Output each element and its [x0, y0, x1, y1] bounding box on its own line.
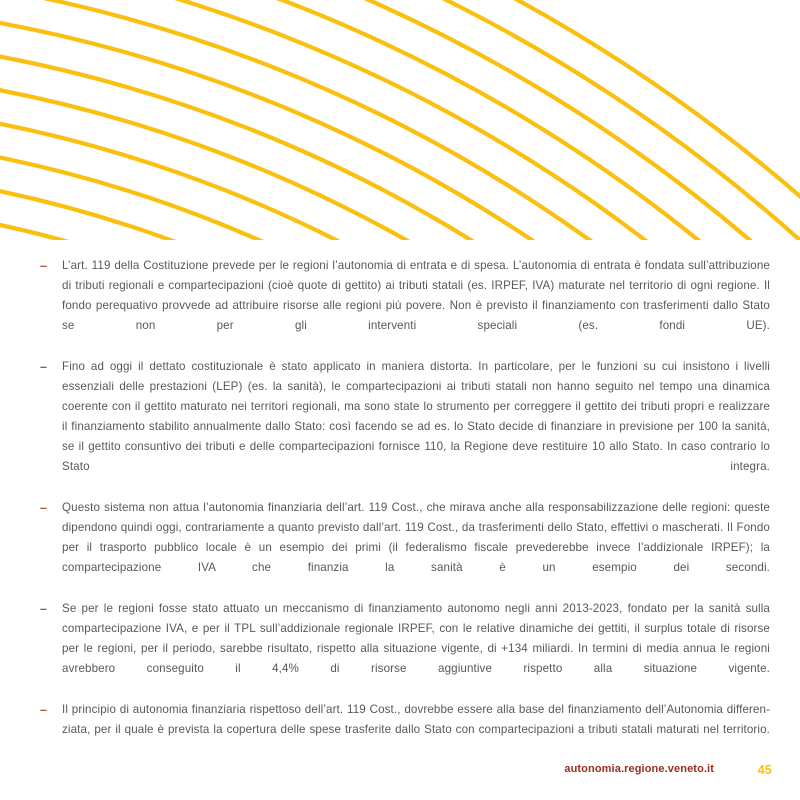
paragraph-text: Il principio di autonomia finanziaria rispettoso dell’art. 119 Cost., dovrebbe essere alla base del finanziamento dell’Autonomia differenziata, per il quale è prevista la copertura delle spese trasferite dallo Stato con compartecipazioni a tributi statali maturati nel territorio. — [62, 703, 770, 736]
bullet-dash-icon: – — [40, 602, 48, 616]
arc-stripe — [0, 0, 800, 240]
arc-stripe — [0, 0, 800, 240]
paragraph-text: Fino ad oggi il dettato costituzionale è stato applicato in maniera distorta. In particolare, per le funzioni su cui insistono i livelli essenziali delle prestazioni (LEP) (es. la sanità), le compartecipazioni ai tributi statali non hanno seguito nel tempo una dinamica coerente con il gettito maturato nei territori regionali, ma sono state lo strumento per correggere il gettito dei tributi propri e realizzare il finanziamento stabilito annualmente dallo Stato: così facendo se ad es. lo Stato decide di finanziare in previsione per 100 la sanità, se il gettito consuntivo dei tributi e delle compartecipazioni fornisce 110, la Regione deve restituire 10 allo Stato. In caso contrario lo Stato integra. — [62, 360, 770, 473]
bullet-dash-icon: – — [40, 360, 48, 374]
arc-stripe — [0, 0, 800, 240]
bullet-paragraph — [40, 700, 770, 740]
bullet-paragraph — [40, 599, 770, 679]
paragraph-text: L’art. 119 della Costituzione prevede per le regioni l’autonomia di entrata e di spesa. L’autonomia di entrata è fondata sull’attribuzione di tributi regionali e compartecipazioni (cioè quote di gettito) ai tributi statali (es. IRPEF, IVA) maturate nel territorio di ogni regione. Il fondo perequativo provvede ad attribuire risorse alle regioni più povere. Non è previsto il finanziamento con trasferimenti dallo Stato se non per gli interventi speciali (es. fondi UE). — [62, 259, 770, 332]
paragraph-text: Se per le regioni fosse stato attuato un meccanismo di finanziamento autonomo negli anni 2013-2023, fondato per la sanità sulla compartecipazione IVA, e per il TPL sull’addizionale regionale IRPEF, con le relative dinamiche dei gettiti, il surplus totale di risorse per le regioni, per il periodo, sarebbe risultato, rispetto alla situazione vigente, di +134 miliardi. In termini di media annua le regioni avrebbero conseguito il 4,4% di risorse aggiuntive rispetto alla situazione vigente. — [62, 602, 770, 675]
arc-stripe — [0, 32, 800, 240]
arc-stripe — [0, 164, 800, 240]
bullet-paragraph — [40, 256, 770, 336]
arc-stripe — [0, 0, 800, 240]
arc-stripe — [0, 98, 800, 240]
document-body — [40, 256, 770, 740]
bullet-dash-icon: – — [40, 259, 48, 273]
arc-stripe — [0, 197, 800, 240]
arc-stripe — [0, 230, 800, 240]
arc-stripe — [0, 0, 800, 240]
paragraph-text: Questo sistema non attua l’autonomia finanziaria dell’art. 119 Cost., che mirava anche alla responsabilizzazione delle regioni: queste dipendono quindi oggi, contrariamente a quanto previsto dall’art. 119 Cost., da trasferimenti dello Stato, effettivi o mascherati. Il Fondo per il trasporto pubblico locale è un esempio dei primi (il federalismo fiscale prevederebbe invece l’addizionale IRPEF); la compartecipazione IVA che finanzia la sanità è un esempio dei secondi. — [62, 501, 770, 574]
arc-stripe — [0, 131, 800, 240]
arc-stripe — [0, 0, 800, 240]
arc-stripe — [0, 65, 800, 240]
arc-stripe — [0, 0, 800, 240]
page-footer — [0, 763, 800, 787]
bullet-paragraph — [40, 357, 770, 477]
bullet-paragraph — [40, 498, 770, 578]
footer-website-url[interactable]: autonomia.regione.veneto.it — [564, 763, 714, 775]
bullet-dash-icon: – — [40, 703, 48, 717]
bullet-dash-icon: – — [40, 501, 48, 515]
page-number: 45 — [757, 763, 772, 777]
header-decoration-arcs — [0, 0, 800, 240]
